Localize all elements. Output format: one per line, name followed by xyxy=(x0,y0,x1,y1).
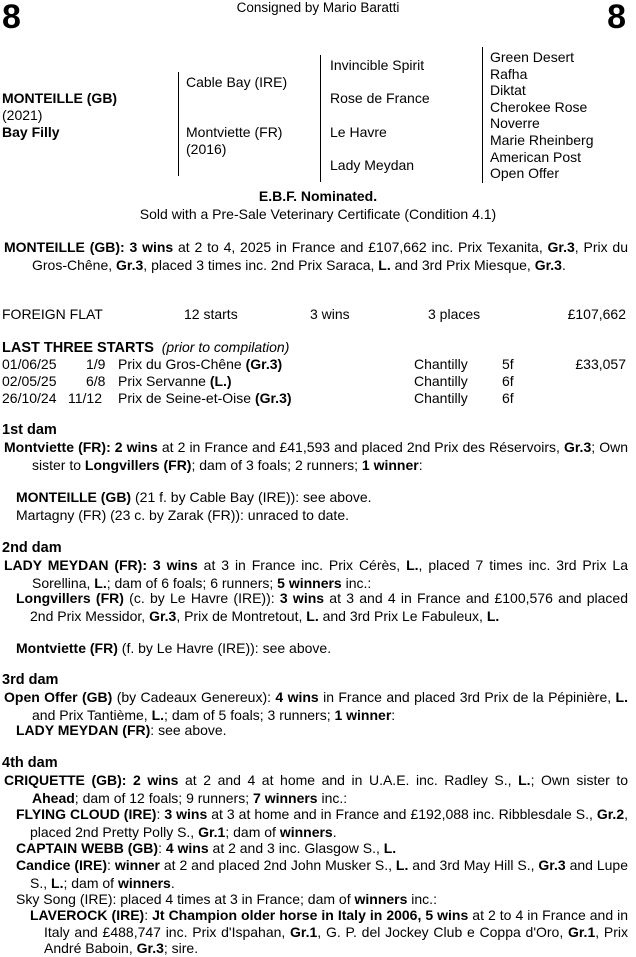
start-course: Chantilly xyxy=(414,373,468,389)
start-race xyxy=(118,356,282,372)
foreign-flat-earnings: £107,662 xyxy=(567,306,626,322)
dam1-heading: 1st dam xyxy=(2,422,57,438)
consignor: Consigned by Mario Baratti xyxy=(236,0,400,15)
fourth-gen-6: Marie Rheinberg xyxy=(490,131,594,148)
start-race-name: Prix du Gros-Chêne xyxy=(118,356,246,372)
start-position: 11/12 xyxy=(68,390,102,406)
start-row xyxy=(0,373,636,390)
start-distance: 5f xyxy=(502,356,514,372)
horse-name: MONTEILLE (GB) xyxy=(2,90,118,106)
dam4-progeny-flying-cloud: FLYING CLOUD (IRE): 3 wins at 3 at home and in France and £192,088 inc. Ribblesdale S., Gr.2, placed 2nd Pretty Polly S., Gr.1; dam of winners. xyxy=(16,806,628,840)
start-prize: £33,057 xyxy=(575,356,626,372)
start-date: 26/10/24 xyxy=(2,390,57,406)
start-date: 02/05/25 xyxy=(2,373,57,389)
dam4-progeny-sky-song: Sky Song (IRE): placed 4 times at 3 in France; dam of winners inc.: xyxy=(16,891,437,907)
horse-year: (2021) xyxy=(2,107,43,123)
ebf-nominated: E.B.F. Nominated. xyxy=(258,188,378,204)
dam-dam: Lady Meydan xyxy=(330,157,415,173)
fourth-gen-4: Cherokee Rose xyxy=(490,98,588,115)
pedigree-divider-3 xyxy=(482,47,483,183)
pedigree-divider-2 xyxy=(320,55,321,182)
start-race-name: Prix de Seine-et-Oise xyxy=(118,390,255,406)
dam3-heading: 3rd dam xyxy=(2,672,59,688)
foreign-flat-wins: 3 wins xyxy=(310,306,350,322)
dam4-progeny-candice: Candice (IRE): winner at 2 and placed 2nd John Musker S., L. and 3rd May Hill S., Gr.3 and Lupe S., L.; dam of winners. xyxy=(16,857,628,891)
dam1-progeny-1: MONTEILLE (GB) (21 f. by Cable Bay (IRE)): see above. xyxy=(16,489,372,505)
start-distance: 6f xyxy=(502,390,514,406)
dam: Montviette (FR) xyxy=(186,124,283,140)
start-course: Chantilly xyxy=(414,356,468,372)
start-row xyxy=(0,356,636,373)
foreign-flat-places: 3 places xyxy=(428,306,481,322)
vet-certificate: Sold with a Pre-Sale Veterinary Certificate (Condition 4.1) xyxy=(139,206,497,222)
fourth-gen-7: American Post xyxy=(490,148,582,165)
foreign-flat-starts: 12 starts xyxy=(184,306,238,322)
start-position: 1/9 xyxy=(86,356,106,372)
sire-sire: Invincible Spirit xyxy=(330,57,425,73)
dam-sire: Le Havre xyxy=(330,124,387,140)
fourth-gen-2: Rafha xyxy=(490,65,528,82)
dam4-progeny-laverock: LAVEROCK (IRE): Jt Champion older horse in Italy in 2006, 5 wins at 2 to 4 in France and in Italy and £488,747 inc. Prix d'Ispahan, Gr.1, G. P. del Jockey Club e Coppa d'Oro, Gr.1, Prix André Baboin, Gr.3; sire. xyxy=(30,907,629,956)
start-distance: 6f xyxy=(502,373,514,389)
start-row xyxy=(0,390,636,407)
summary-horse-name: MONTEILLE (GB) xyxy=(4,239,121,255)
dam1-progeny-2: Martagny (FR) (23 c. by Zarak (FR)): unraced to date. xyxy=(16,507,349,523)
start-race-name: Prix Servanne xyxy=(118,373,210,389)
dam2-heading: 2nd dam xyxy=(2,540,62,556)
fourth-gen-5: Noverre xyxy=(490,115,540,132)
sire-dam: Rose de France xyxy=(330,90,430,106)
dam2-progeny-1: Longvillers (FR) (c. by Le Havre (IRE)): 3 wins at 3 and 4 in France and £100,576 and placed 2nd Prix Messidor, Gr.3, Prix de Montretout, L. and 3rd Prix Le Fabuleux, L. xyxy=(16,590,628,624)
race-summary: MONTEILLE (GB): 3 wins at 2 to 4, 2025 in France and £107,662 inc. Prix Texanita, Gr.3, Prix du Gros-Chêne, Gr.3, placed 3 times inc. 2nd Prix Saraca, L. and 3rd Prix Miesque, Gr.3. xyxy=(4,239,628,273)
fourth-gen-8: Open Offer xyxy=(490,165,560,182)
dam1-record: Montviette (FR): 2 wins at 2 in France and £41,593 and placed 2nd Prix des Réservoirs, Gr.3; Own sister to Longvillers (FR); dam of 3 foals; 2 runners; 1 winner: xyxy=(4,439,628,473)
pedigree-divider-1 xyxy=(178,72,179,176)
foreign-flat-record xyxy=(0,306,636,324)
dam4-heading: 4th dam xyxy=(2,755,58,771)
dam2-record: LADY MEYDAN (FR): 3 wins at 3 in France inc. Prix Cérès, L., placed 7 times inc. 3rd Prix La Sorellina, L.; dam of 6 foals; 6 runners; 5 winners inc.: xyxy=(4,557,629,591)
dam4-record: CRIQUETTE (GB): 2 wins at 2 and 4 at home and in U.A.E. inc. Radley S., L.; Own sister to Ahead; dam of 12 foals; 9 runners; 7 winners inc.: xyxy=(4,772,629,806)
start-race-grade: (Gr.3) xyxy=(245,356,283,372)
lot-number-left: 8 xyxy=(2,0,21,36)
sire: Cable Bay (IRE) xyxy=(186,74,288,90)
fourth-gen-3: Diktat xyxy=(490,82,526,99)
dam3-progeny-1: LADY MEYDAN (FR): see above. xyxy=(16,722,227,738)
dam2-progeny-2: Montviette (FR) (f. by Le Havre (IRE)): see above. xyxy=(16,640,332,656)
dam-year: (2016) xyxy=(186,141,227,157)
start-date: 01/06/25 xyxy=(2,356,57,372)
start-race-grade: (L.) xyxy=(209,373,232,389)
last-three-heading: LAST THREE STARTS (prior to compilation) xyxy=(2,339,290,356)
dam3-record: Open Offer (GB) (by Cadeaux Genereux): 4 wins in France and placed 3rd Prix de la Pépinière, L. and Prix Tantième, L.; dam of 5 foals; 3 runners; 1 winner: xyxy=(4,689,628,723)
lot-number-right: 8 xyxy=(607,0,626,36)
fourth-generation xyxy=(490,49,594,182)
start-position: 6/8 xyxy=(86,373,106,389)
start-course: Chantilly xyxy=(414,390,468,406)
fourth-gen-1: Green Desert xyxy=(490,49,575,65)
start-race xyxy=(118,373,232,389)
dam4-progeny-captain-webb: CAPTAIN WEBB (GB): 4 wins at 2 and 3 inc. Glasgow S., L. xyxy=(16,840,397,856)
foreign-flat-label: FOREIGN FLAT xyxy=(2,306,103,322)
start-race xyxy=(118,390,292,406)
summary-wins: 3 wins xyxy=(129,239,174,255)
start-race-grade: (Gr.3) xyxy=(254,390,292,406)
horse-description: Bay Filly xyxy=(2,124,60,140)
